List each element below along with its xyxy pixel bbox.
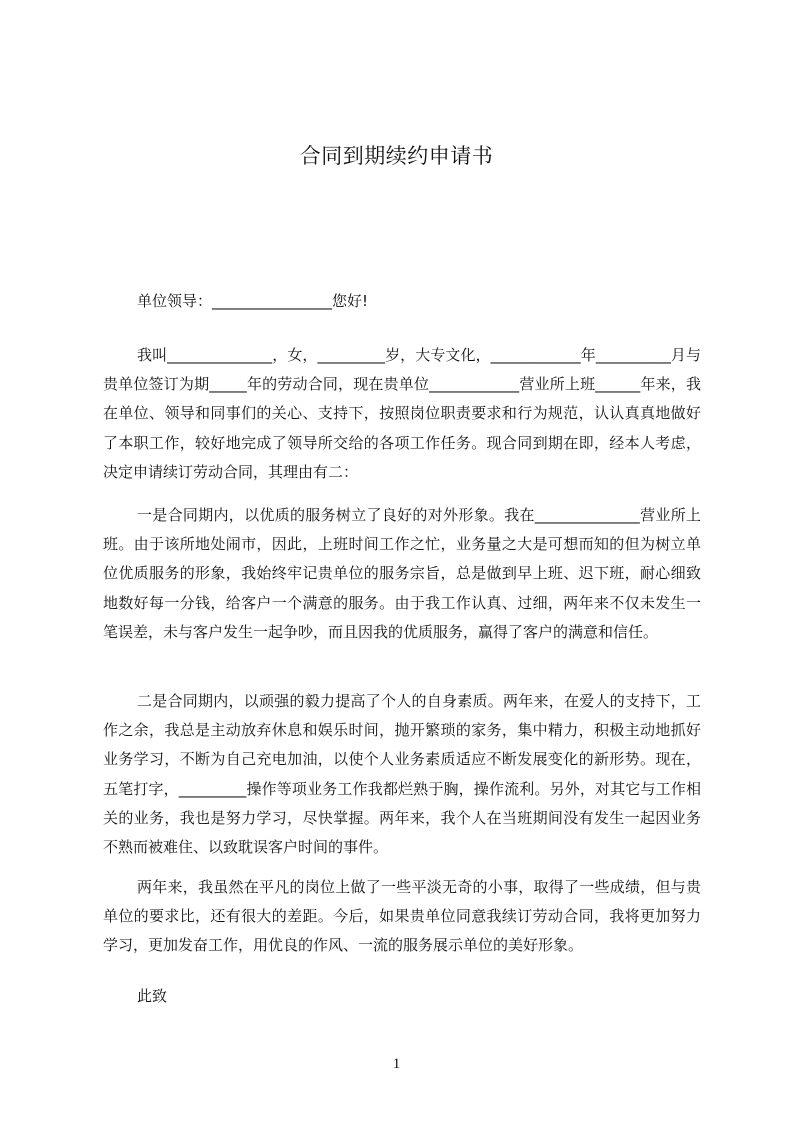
salutation: 单位领导：________________您好!: [137, 292, 369, 310]
page-title: 合同到期续约申请书: [299, 144, 494, 168]
page-number: 1: [392, 1056, 401, 1072]
closing: 此致: [137, 987, 168, 1005]
paragraph-reason-one: 一是合同期内，以优质的服务树立了良好的对外形象。我在______________营业所上班。由于该所地处闹市，因此，上班时间工作之忙，业务量之大是可想而知的但为树立单位优质服务的形象，我始终牢记贵单位的服务宗旨，总是做到早上班、迟下班，耐心细致地数好每一分钱，给客户一个满意的服务。由于我工作认真、过细，两年来不仅未发生一笔误差，未与客户发生一起争吵，而且因我的优质服务，赢得了客户的满意和信任。: [103, 506, 701, 641]
paragraph-introduction: 我叫______________，女，_________岁，大专文化，____________年__________月与贵单位签订为期_____年的劳动合同，现在贵单位____________营业所上班______年来，我在单位、领导和同事们的关心、支持下，按照岗位职责要求和行为规范，认认真真地做好了本职工作，较好地完成了领导所交给的各项工作任务。现合同到期在即，经本人考虑，决定申请续订劳动合同，其理由有二：: [103, 346, 701, 481]
paragraph-reason-two: 二是合同期内，以顽强的毅力提高了个人的自身素质。两年来，在爱人的支持下，工作之余，我总是主动放弃休息和娱乐时间，抛开繁琐的家务，集中精力，积极主动地抓好业务学习，不断为自己充电加油，以使个人业务素质适应不断发展变化的新形势。现在，五笔打字，_________操作等项业务工作我都烂熟于胸，操作流利。另外，对其它与工作相关的业务，我也是努力学习，尽快掌握。两年来，我个人在当班期间没有发生一起因业务不熟而被难住、以致耽误客户时间的事件。: [103, 692, 701, 857]
paragraph-conclusion: 两年来，我虽然在平凡的岗位上做了一些平淡无奇的小事，取得了一些成绩，但与贵单位的要求比，还有很大的差距。今后，如果贵单位同意我续订劳动合同，我将更加努力学习，更加发奋工作，用优良的作风、一流的服务展示单位的美好形象。: [103, 878, 701, 955]
